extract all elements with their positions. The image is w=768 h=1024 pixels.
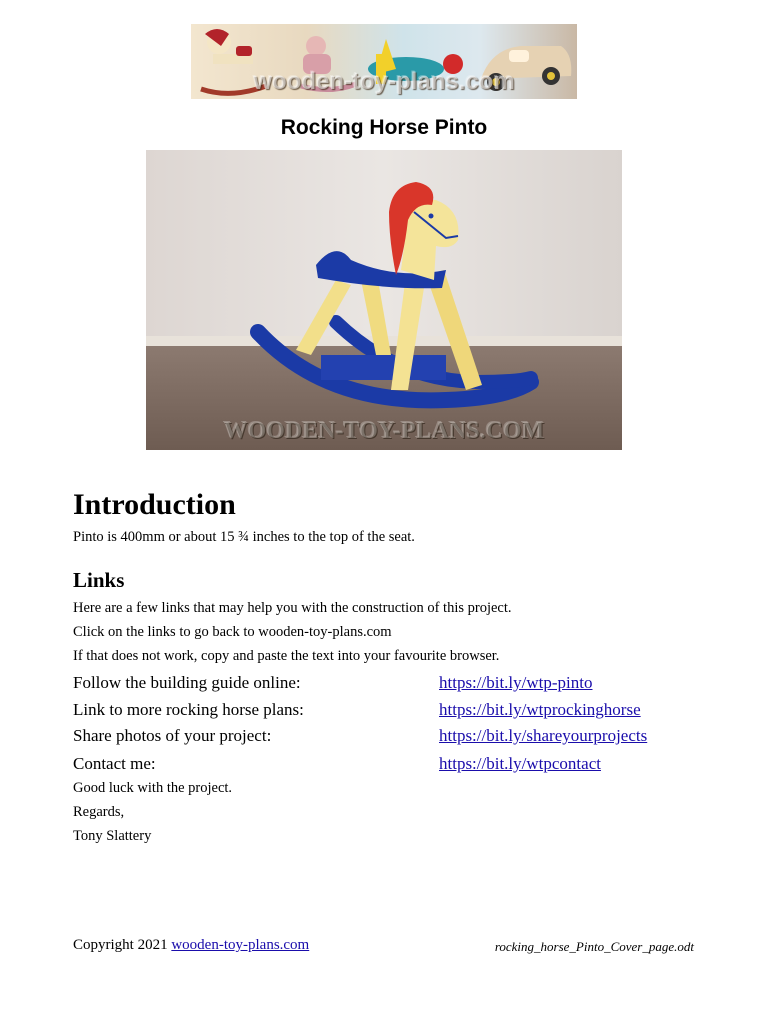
links-para-2: Click on the links to go back to wooden-toy-plans.com [73, 624, 392, 640]
links-para-3: If that does not work, copy and paste the text into your favourite browser. [73, 648, 500, 664]
rocking-horse-illustration [146, 150, 622, 450]
footer-filename: rocking_horse_Pinto_Cover_page.odt [494, 939, 694, 954]
link-row-building-guide [73, 673, 593, 693]
link-label: Link to more rocking horse plans: [73, 700, 304, 719]
footer-copyright [73, 937, 309, 954]
closing-line-2: Regards, [73, 804, 125, 820]
banner-watermark: wooden-toy-plans.com [253, 68, 515, 95]
link-label: Contact me: [73, 754, 156, 773]
contact-link[interactable]: https://bit.ly/wtpcontact [439, 754, 601, 773]
link-row-share-photos [73, 726, 648, 746]
copyright-text: Copyright 2021 [73, 937, 168, 953]
introduction-heading: Introduction [73, 488, 236, 521]
site-banner [191, 24, 577, 99]
link-label: Follow the building guide online: [73, 673, 301, 692]
share-photos-link[interactable]: https://bit.ly/shareyourprojects [439, 726, 648, 745]
page-title: Rocking Horse Pinto [280, 116, 488, 139]
rocking-horse-photo [146, 150, 622, 450]
building-guide-link[interactable]: https://bit.ly/wtp-pinto [439, 673, 593, 692]
closing-line-1: Good luck with the project. [73, 780, 233, 796]
footer-site-link[interactable]: wooden-toy-plans.com [171, 937, 310, 953]
photo-watermark: WOODEN-TOY-PLANS.COM [223, 418, 545, 444]
introduction-text: Pinto is 400mm or about 15 ¾ inches to the top of the seat. [73, 529, 415, 545]
link-row-contact [73, 754, 601, 774]
link-row-more-plans [73, 700, 641, 720]
more-plans-link[interactable]: https://bit.ly/wtprockinghorse [439, 700, 641, 719]
author-name: Tony Slattery [73, 828, 152, 844]
links-para-1: Here are a few links that may help you with the construction of this project. [73, 600, 512, 616]
links-heading: Links [73, 568, 125, 592]
link-label: Share photos of your project: [73, 726, 272, 745]
